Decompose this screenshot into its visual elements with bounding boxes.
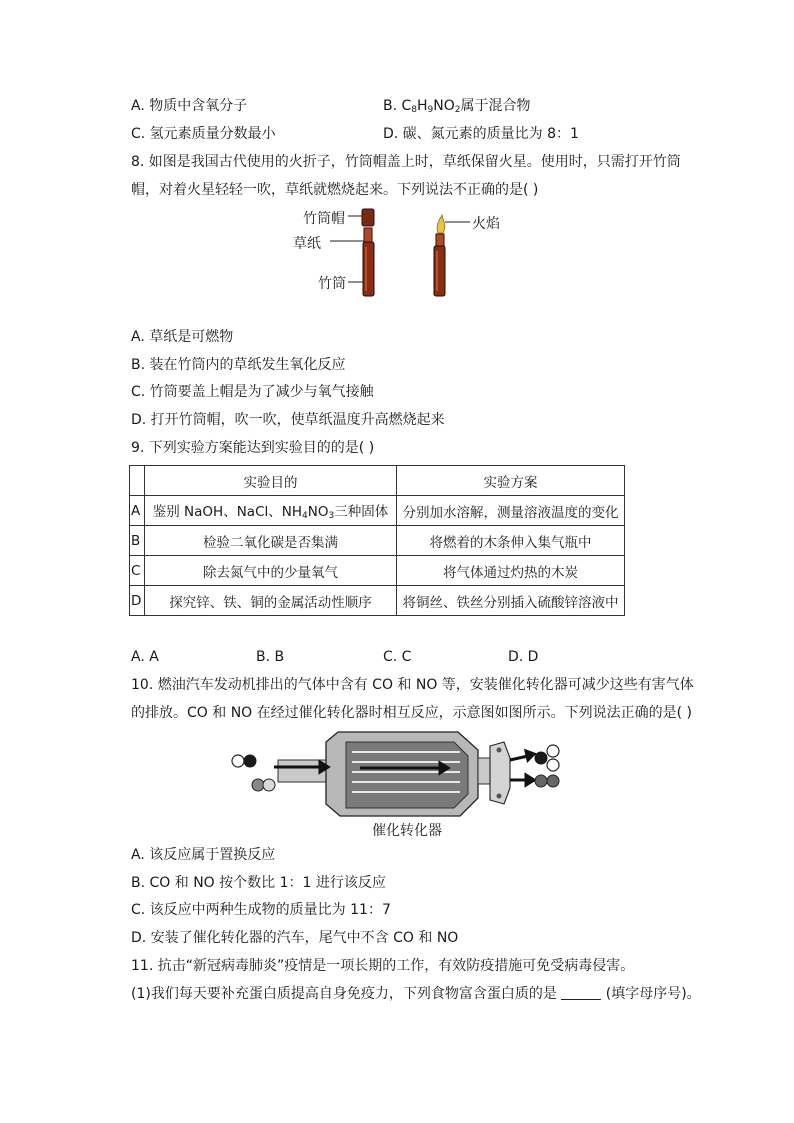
row-plan: 将气体通过灼热的木炭 [397,556,625,586]
table-corner-cell [130,466,145,496]
table-header-plan: 实验方案 [397,466,625,496]
table-row [130,496,625,526]
q7-option-b: B. $C_8H_9NO_2$属于混合物 [383,98,531,115]
q7-option-d: D. 碳、氮元素的质量比为 8：1 [383,126,579,142]
row-label: A [130,496,145,526]
row-purpose: 检验二氧化碳是否集满 [145,526,397,556]
catalytic-converter-drawing [228,728,568,820]
row-purpose: 探究锌、铁、铜的金属活动性顺序 [145,586,397,616]
q8-option-b: B. 装在竹筒内的草纸发生氧化反应 [131,357,346,373]
q8-option-a: A. 草纸是可燃物 [131,329,234,345]
figure-caption: 催化转化器 [372,823,442,839]
table-row [130,526,625,556]
q10-stem-line2: 的排放。CO 和 NO 在经过催化转化器时相互反应，示意图如图所示。下列说法正确的是( ) [131,705,693,721]
q10-option-a: A. 该反应属于置换反应 [131,847,276,863]
q8-stem-line1: 8. 如图是我国古代使用的火折子，竹筒帽盖上时，草纸保留火星。使用时，只需打开竹筒 [131,154,681,170]
q7-option-a: A. 物质中含氧分子 [131,98,248,114]
row-label: B [130,526,145,556]
experiment-table [129,465,625,616]
row-plan: 将燃着的木条伸入集气瓶中 [397,526,625,556]
q9-option-c: C. C [383,649,412,665]
table-header-purpose: 实验目的 [145,466,397,496]
fig-label-flame: 火焰 [472,216,500,232]
row-plan: 分别加水溶解，测量溶液温度的变化 [397,496,625,526]
row-label: C [130,556,145,586]
fig-label-tube: 竹筒 [318,276,346,292]
q10-option-b: B. CO 和 NO 按个数比 1：1 进行该反应 [131,875,386,891]
table-row [130,556,625,586]
q10-option-c: C. 该反应中两种生成物的质量比为 11：7 [131,902,391,918]
row-purpose: 鉴别 NaOH、NaCl、$NH_4NO_3$三种固体 [145,496,397,526]
q9-option-d: D. D [508,649,539,665]
row-purpose: 除去氮气中的少量氧气 [145,556,397,586]
q9-stem: 9. 下列实验方案能达到实验目的的是( ) [131,440,375,456]
table-row [130,586,625,616]
row-plan: 将铜丝、铁丝分别插入硫酸锌溶液中 [397,586,625,616]
fig-label-cap: 竹筒帽 [303,211,345,227]
fig-label-paper: 草纸 [293,236,321,252]
q8-stem-line2: 帽，对着火星轻轻一吹，草纸就燃烧起来。下列说法不正确的是( ) [131,182,539,198]
q9-option-a: A. A [131,649,159,665]
q10-option-d: D. 安装了催化转化器的汽车，尾气中不含 CO 和 NO [131,930,459,946]
q11-stem: 11. 抗击“新冠病毒肺炎”疫情是一项长期的工作，有效防疫措施可免受病毒侵害。 [131,958,635,974]
q11-sub1: (1)我们每天要补充蛋白质提高自身免疫力，下列食物富含蛋白质的是 (填字母序号)。 [131,986,701,1002]
q8-option-c: C. 竹筒要盖上帽是为了减少与氧气接触 [131,384,374,400]
q7-option-c: C. 氢元素质量分数最小 [131,126,276,142]
catalytic-converter-figure [228,728,568,820]
row-label: D [130,586,145,616]
table-header-row [130,466,625,496]
q10-stem-line1: 10. 燃油汽车发动机排出的气体中含有 CO 和 NO 等，安装催化转化器可减少这些有害气体 [131,677,694,693]
q8-option-d: D. 打开竹筒帽，吹一吹，使草纸温度升高燃烧起来 [131,412,445,428]
q9-option-b: B. B [256,649,285,665]
answer-blank[interactable] [561,985,601,1000]
